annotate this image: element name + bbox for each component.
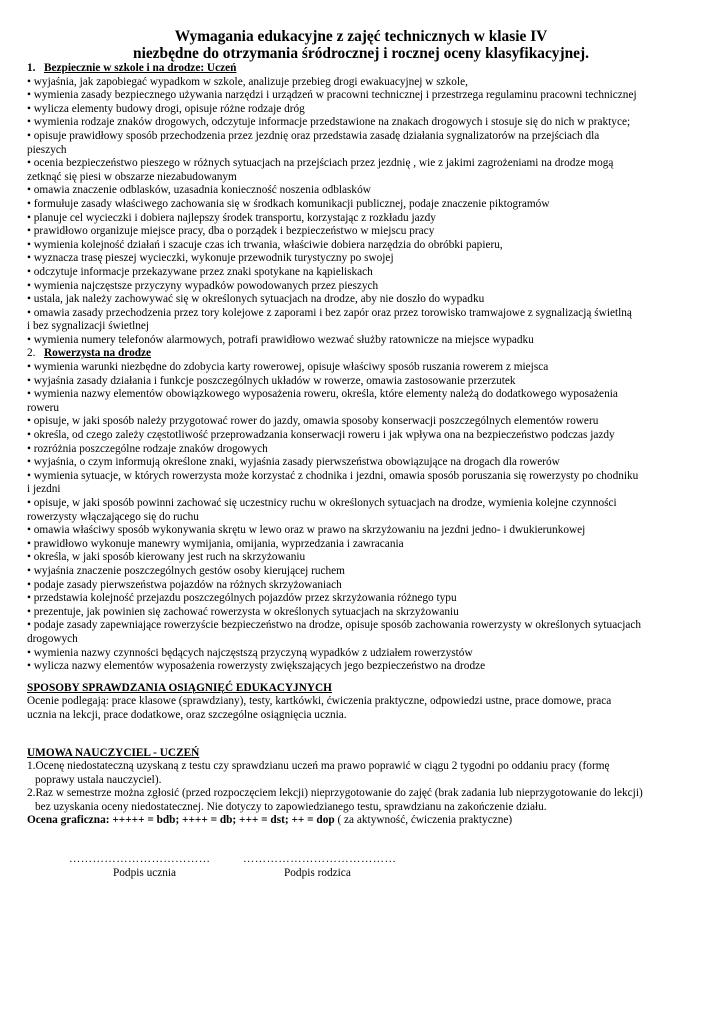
section-1-list-item: • wymienia zasady bezpiecznego używania narzędzi i urządzeń w pracowni technicznej i przestrzega regulaminu pracowni technicznej [27, 89, 637, 102]
section-1-list-item: i bez sygnalizacji świetlnej [27, 320, 150, 333]
section-1-number: 1. [27, 62, 36, 74]
section-2-list-item: • prawidłowo wykonuje manewry wymijania, omijania, wyprzedzania i zawracania [27, 537, 404, 550]
section-2-list-item: • wyjaśnia znaczenie poszczególnych gestów osoby kierującej ruchem [27, 564, 345, 577]
section-2-list-item: • wymienia sytuacje, w których rowerzysta może korzystać z chodnika i jezdni, omawia sposób poruszania się rowerzysty po chodniku [27, 469, 639, 482]
umowa-point-2-line-2: bez uzyskania oceny niedostatecznej. Nie dotyczy to zapowiedzianego testu, sprawdzianu na zakończenie działu. [35, 800, 547, 813]
section-2-list-item: • podaje zasady pierwszeństwa pojazdów na różnych skrzyżowaniach [27, 578, 342, 591]
section-1-list [27, 76, 695, 348]
umowa-point-1-line-2: poprawy ustala nauczyciel). [35, 773, 162, 786]
section-2-list-item: • omawia właściwy sposób wykonywania skrętu w lewo oraz w prawo na skrzyżowaniu na jezdni jedno- i dwukierunkowej [27, 524, 586, 537]
section-1-list-item: • formułuje zasady właściwego zachowania się w środkach komunikacji publicznej, podaje znaczenie piktogramów [27, 197, 550, 210]
sposoby-heading: SPOSOBY SPRAWDZANIA OSIĄGNIĘĆ EDUKACYJNYCH [27, 681, 332, 694]
section-1-list-item: • prawidłowo organizuje miejsce pracy, dba o porządek i bezpieczeństwo w miejscu pracy [27, 225, 435, 238]
section-1-list-item: • wymienia rodzaje znaków drogowych, odczytuje informacje przedstawione na znakach drogowych i stosuje się do nich w praktyce; [27, 116, 631, 129]
section-2-list-item: • wymienia nazwy elementów obowiązkowego wyposażenia roweru, określa, które elementy należą do dodatkowego wyposażenia [27, 388, 618, 401]
section-2-list-item: i jezdni [27, 483, 61, 496]
section-1-list-item: • wymienia kolejność działań i szacuje czas ich trwania, właściwie dobiera narzędzia do obróbki papieru, [27, 238, 503, 251]
grading-line [27, 814, 695, 828]
section-2-list-item: • wylicza nazwy elementów wyposażenia rowerzysty zwiększających jego bezpieczeństwo na drodze [27, 660, 486, 673]
document-title-line-1: Wymagania edukacyjne z zajęć technicznych w klasie IV [174, 28, 548, 45]
umowa-point-1-line-1: 1.Ocenę niedostateczną uzyskaną z testu czy sprawdzianu uczeń ma prawo poprawić w ciągu 2 tygodni po oddaniu pracy (formę [27, 760, 610, 773]
document-page [27, 28, 695, 892]
signature-block [27, 852, 695, 892]
umowa-point-2-line-1: 2.Raz w semestrze można zgłosić (przed rozpoczęciem lekcji) nieprzygotowanie do zajęć (brak zadania lub nieprzygotowanie do lekcji) [27, 787, 643, 800]
section-1-list-item: pieszych [27, 143, 67, 156]
parent-signature-line: ………………………………… [243, 853, 397, 866]
section-2-list [27, 361, 695, 674]
section-2-list-item: • wymienia nazwy czynności będących najczęstszą przyczyną wypadków z udziałem rowerzystów [27, 646, 473, 659]
section-2-list-item: • określa, od czego zależy częstotliwość przeprowadzania konserwacji roweru i jak wpływa ona na bezpieczeństwo podczas jazdy [27, 429, 615, 442]
section-2-list-item: rowerzysty włączającego się do ruchu [27, 510, 199, 523]
section-1-list-item: • odczytuje informacje przekazywane przez znaki spotykane na kąpieliskach [27, 265, 373, 278]
section-2-number: 2. [27, 347, 36, 360]
section-1-header [27, 62, 695, 76]
document-title-line-2: niezbędne do otrzymania śródrocznej i rocznej oceny klasyfikacyjnej. [133, 45, 589, 62]
student-signature-line: ……………………………… [69, 853, 211, 866]
section-1-list-item: • opisuje prawidłowy sposób przechodzenia przez jezdnię oraz przedstawia zasadę działania sygnalizatorów na przejściach dla [27, 129, 600, 142]
student-signature-label: Podpis ucznia [113, 867, 177, 880]
section-1-heading: Bezpiecznie w szkole i na drodze: Uczeń [43, 62, 237, 74]
section-2-list-item: • opisuje, w jaki sposób należy przygotować rower do jazdy, omawia sposoby konserwacji poszczególnych elementów roweru [27, 415, 599, 428]
section-1-list-item: • wymienia numery telefonów alarmowych, potrafi prawidłowo wezwać służby ratownicze na miejsce wypadku [27, 333, 534, 346]
section-1-list-item: • ustala, jak należy zachowywać się w określonych sytuacjach na drodze, aby nie doszło do wypadku [27, 293, 485, 306]
section-2-list-item: roweru [27, 401, 59, 414]
section-2-list-item: • określa, w jaki sposób kierowany jest ruch na skrzyżowaniu [27, 551, 306, 564]
section-1-list-item: • wylicza elementy budowy drogi, opisuje różne rodzaje dróg [27, 102, 305, 115]
grading-scale: Ocena graficzna: +++++ = bdb; ++++ = db; +++ = dst; ++ = dop [27, 814, 335, 827]
section-1-list-item: • omawia zasady przechodzenia przez tory kolejowe z zaporami i bez zapór oraz przez torowisko tramwajowe z sygnalizacją świetlną [27, 306, 632, 319]
section-2-list-item: • rozróżnia poszczególne rodzaje znaków drogowych [27, 442, 268, 455]
section-2-list-item: • opisuje, w jaki sposób powinni zachować się uczestnicy ruchu w określonych sytuacjach na drodze, wymienia kolejne czynności [27, 497, 617, 509]
section-1-list-item: • ocenia bezpieczeństwo pieszego w różnych sytuacjach na przejściach przez jezdnię , wie z jakimi zagrożeniami na drodze mogą [27, 157, 614, 170]
section-2-list-item: • prezentuje, jak powinien się zachować rowerzysta w określonych sytuacjach na skrzyżowaniu [27, 605, 459, 618]
section-2-header [27, 347, 695, 361]
sposoby-text-line-1: Ocenie podlegają: prace klasowe (sprawdziany), testy, kartkówki, ćwiczenia praktyczne, odpowiedzi ustne, prace domowe, praca [27, 695, 612, 708]
section-1-list-item: zetknąć się piesi w obszarze niezabudowanym [27, 170, 237, 183]
section-2-heading: Rowerzysta na drodze [43, 347, 152, 360]
section-2-list-item: • przedstawia kolejność przejazdu poszczególnych pojazdów przez skrzyżowania różnego typu [27, 592, 457, 605]
section-1-list-item: • wymienia najczęstsze przyczyny wypadków powodowanych przez pieszych [27, 279, 379, 292]
umowa-heading: UMOWA NAUCZYCIEL - UCZEŃ [27, 746, 200, 759]
section-2-list-item: drogowych [27, 632, 78, 645]
section-1-list-item: • omawia znaczenie odblasków, uzasadnia konieczność noszenia odblasków [27, 184, 371, 197]
section-2-list-item: • wymienia warunki niezbędne do zdobycia karty rowerowej, opisuje właściwy sposób ruszania rowerem z miejsca [27, 361, 549, 374]
sposoby-text-line-2: ucznia na lekcji, prace dodatkowe, oraz szczególne osiągnięcia ucznia. [27, 708, 347, 721]
section-1-list-item: • wyznacza trasę pieszej wycieczki, wykonuje przewodnik turystyczny po swojej [27, 252, 394, 265]
grading-note: ( za aktywność, ćwiczenia praktyczne) [334, 814, 513, 827]
section-2-list-item: • podaje zasady zapewniające rowerzyście bezpieczeństwo na drodze, opisuje sposób zachowania rowerzysty w określonych sytuacjach [27, 619, 642, 632]
parent-signature-label: Podpis rodzica [284, 867, 351, 880]
section-1-list-item: • planuje cel wycieczki i dobiera najlepszy środek transportu, korzystając z rozkładu jazdy [27, 211, 436, 224]
section-2-list-item: • wyjaśnia zasady działania i funkcje poszczególnych układów w rowerze, omawia zastosowanie przerzutek [27, 374, 516, 387]
section-1-list-item: • wyjaśnia, jak zapobiegać wypadkom w szkole, analizuje przebieg drogi ewakuacyjnej w szkole, [27, 75, 468, 88]
section-2-list-item: • wyjaśnia, o czym informują określone znaki, wyjaśnia zasady pierwszeństwa obowiązujące na drogach dla rowerów [27, 456, 560, 469]
